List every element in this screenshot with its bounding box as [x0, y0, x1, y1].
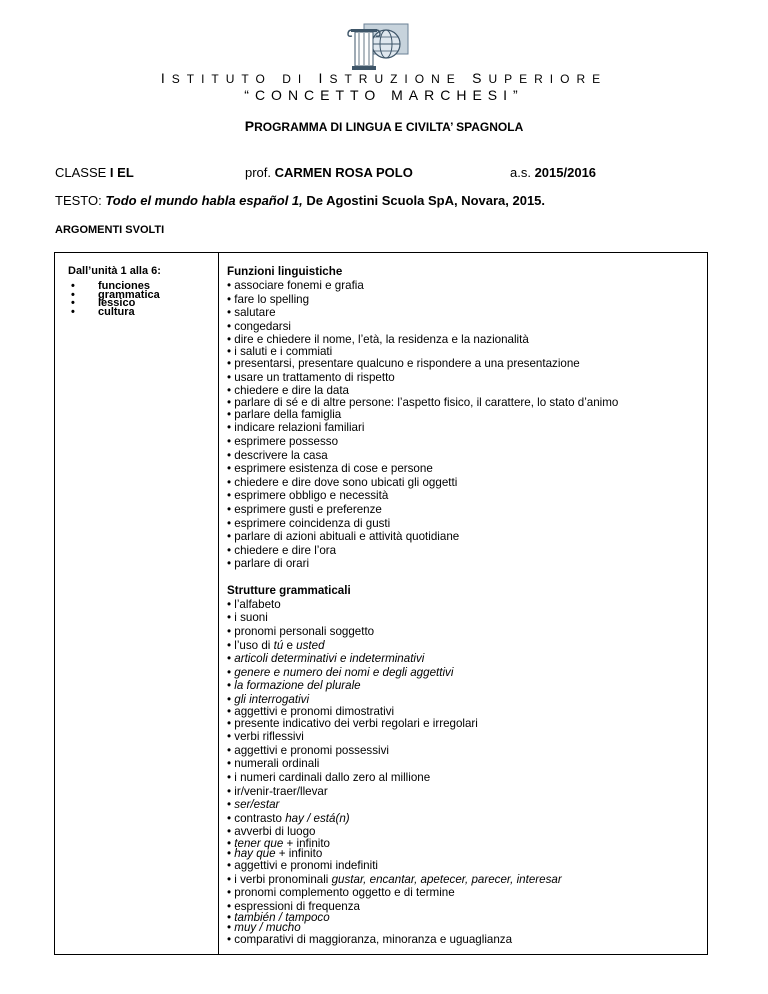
funzioni-list [227, 279, 702, 571]
funzione-item: • parlare di sé e di altre persone: l’aspetto fisico, il carattere, lo stato d’animo [227, 395, 619, 409]
funzione-item: • esprimere esistenza di cose e persone [227, 462, 433, 476]
school-year-info: a.s. 2015/2016 [510, 165, 597, 180]
struttura-item: • i suoni [227, 611, 268, 625]
funzione-item: • chiedere e dire la data [227, 384, 350, 398]
struttura-item: • aggettivi e pronomi possessivi [227, 743, 389, 757]
units-topics-list [68, 282, 161, 316]
struttura-item: • espressioni di frequenza [227, 899, 360, 913]
struttura-item: • muy / mucho [227, 921, 301, 935]
unit-topic-item: • grammatica [71, 288, 160, 301]
funzione-item: • parlare di orari [227, 557, 310, 571]
funzione-item: • fare lo spelling [227, 292, 310, 306]
funzione-item: • congedarsi [227, 319, 291, 333]
funzione-item: • salutare [227, 306, 276, 320]
teacher-info: prof. CARMEN ROSA POLO [245, 165, 413, 180]
struttura-item: • gli interrogativi [227, 693, 310, 707]
struttura-item: • l’uso di tú e usted [227, 638, 325, 652]
funzione-item: • esprimere possesso [227, 434, 339, 448]
funzione-item: • chiedere e dire dove sono ubicati gli oggetti [227, 475, 458, 489]
struttura-item: • aggettivi e pronomi indefiniti [227, 858, 378, 872]
class-info: CLASSE I EL [55, 165, 134, 180]
school-subtitle: “CONCETTO MARCHESI” [244, 87, 524, 103]
funzione-item: • associare fonemi e grafia [227, 279, 364, 292]
textbook-info: TESTO: Todo el mundo habla español 1, De Agostini Scuola SpA, Novara, 2015. [55, 193, 546, 208]
struttura-item: • comparativi di maggioranza, minoranza e uguaglianza [227, 933, 513, 947]
units-column [68, 265, 161, 316]
funzione-item: • esprimere obbligo e necessità [227, 489, 389, 503]
struttura-item: • contrasto hay / está(n) [227, 811, 350, 825]
funzione-item: • parlare di azioni abituali e attività quotidiane [227, 530, 460, 544]
unit-topic-item: • lessico [71, 297, 136, 309]
struttura-item: • ser/estar [227, 798, 280, 812]
syllabus-table [54, 252, 708, 955]
struttura-item: • hay que + infinito [227, 846, 323, 860]
unit-topic-item: • cultura [71, 305, 135, 318]
struttura-item: • l’alfabeto [227, 597, 281, 611]
document-title: PROGRAMMA DI LINGUA E CIVILTA’ SPAGNOLA [244, 118, 524, 134]
struttura-item: • aggettivi e pronomi dimostrativi [227, 704, 395, 718]
struttura-item: • verbi riflessivi [227, 730, 304, 744]
struttura-item: • ir/venir-traer/llevar [227, 784, 328, 798]
struttura-item: • i numeri cardinali dallo zero al millione [227, 771, 431, 784]
school-name: ISTITUTO DI ISTRUZIONE SUPERIORE [160, 70, 608, 86]
funzione-item: • indicare relazioni familiari [227, 421, 365, 435]
struttura-item: • pronomi personali soggetto [227, 625, 375, 639]
struttura-item: • también / tampoco [227, 911, 330, 925]
strutture-list [227, 598, 702, 947]
funzioni-heading: Funzioni linguistiche [227, 265, 343, 278]
unit-topic-item: • funciones [71, 280, 150, 292]
funzione-item: • usare un trattamento di rispetto [227, 370, 395, 384]
funzione-item: • chiedere e dire l’ora [227, 543, 337, 557]
struttura-item: • i verbi pronominali gustar, encantar, apetecer, parecer, interesar [227, 872, 562, 886]
topics-column [227, 265, 702, 947]
funzione-item: • parlare della famiglia [227, 407, 342, 421]
column-divider [218, 253, 219, 954]
struttura-item: • articoli determinativi e indeterminativi [227, 652, 425, 666]
struttura-item: • numerali ordinali [227, 757, 320, 771]
funzione-item: • descrivere la casa [227, 448, 328, 462]
struttura-item: • genere e numero dei nomi e degli aggettivi [227, 665, 454, 679]
strutture-heading: Strutture grammaticali [227, 583, 351, 597]
struttura-item: • tener que + infinito [227, 836, 331, 850]
struttura-item: • avverbi di luogo [227, 825, 316, 839]
school-logo-icon [346, 22, 412, 72]
funzione-item: • i saluti e i commiati [227, 344, 333, 358]
funzione-item: • dire e chiedere il nome, l’età, la residenza e la nazionalità [227, 333, 529, 347]
struttura-item: • la formazione del plurale [227, 679, 361, 693]
section-heading: ARGOMENTI SVOLTI [55, 224, 165, 236]
funzione-item: • esprimere coincidenza di gusti [227, 516, 391, 530]
struttura-item: • presente indicativo dei verbi regolari e irregolari [227, 716, 478, 730]
funzione-item: • presentarsi, presentare qualcuno e rispondere a una presentazione [227, 356, 580, 370]
units-heading: Dall’unità 1 alla 6: [68, 265, 161, 277]
funzione-item: • esprimere gusti e preferenze [227, 502, 382, 516]
struttura-item: • pronomi complemento oggetto e di termine [227, 886, 455, 900]
